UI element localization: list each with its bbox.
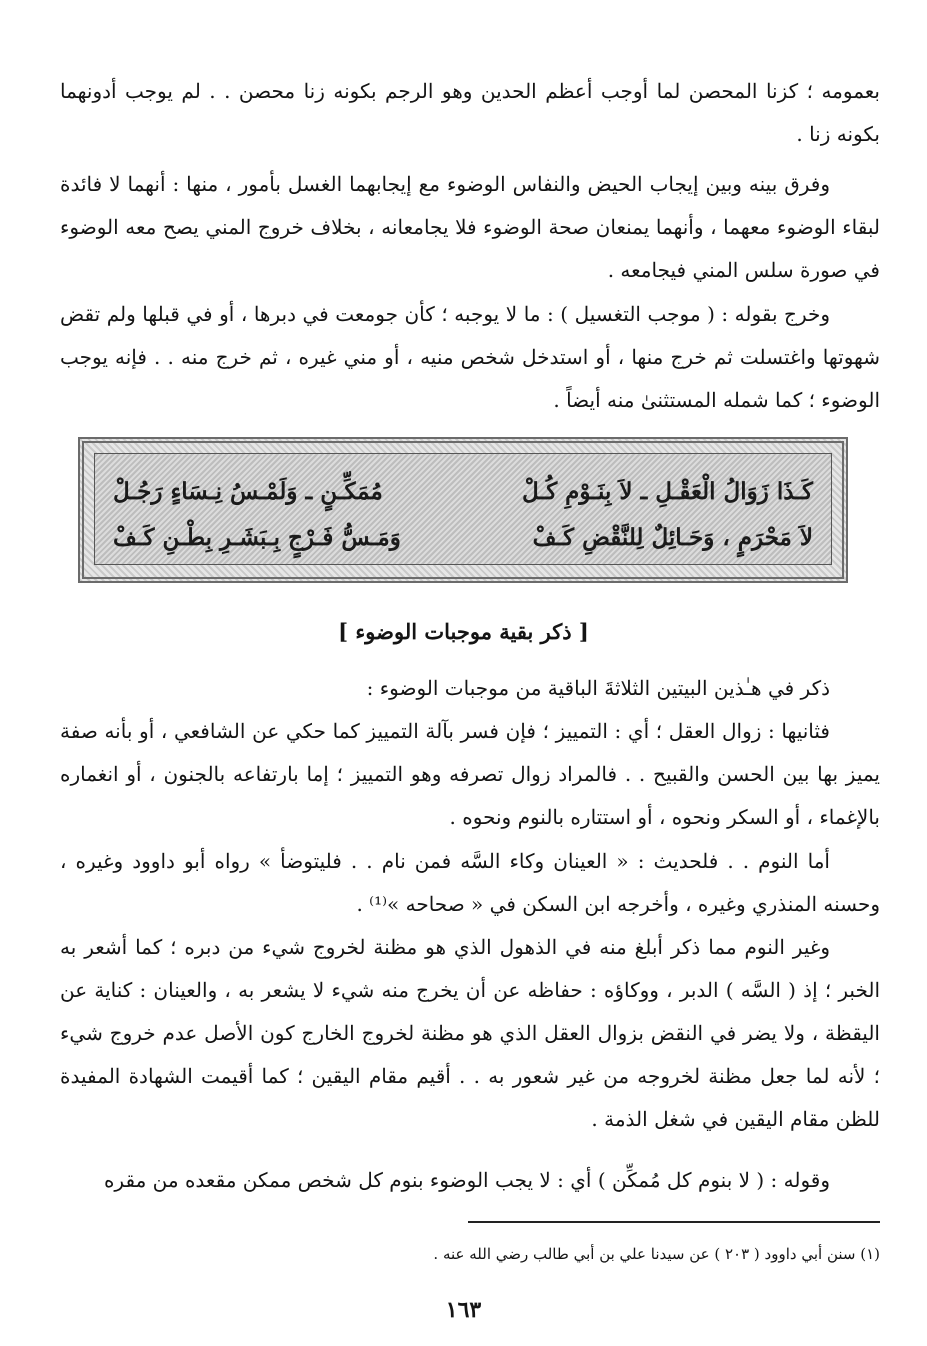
paragraph-3: وخرج بقوله : ( موجب التغسيل ) : ما لا يوجبه ؛ كأن جومعت في دبرها ، أو في قبلها ولم تقض شهوتها واغتسلت ثم خرج منها ، أو استدخل شخص منيه ، أو مني غيره ، ثم خرج منه . . فإنه يوجب الوضوء ؛ كما شمله المستثنىٰ منه أيضاً . <box>60 302 880 412</box>
paragraph-7: وغير النوم مما ذكر أبلغ منه في الذهول الذي هو مظنة لخروج شيء من دبره ؛ كما أشعر به الخبر ؛ إذ ( السَّه ) الدبر ، ووكاؤه : حفاظه عن أن يخرج منه شيء لا يشعر به ، والعينان : كناية عن اليقظة ، ولا يضر في النقض بزوال العقل الذي هو مظنة لخروج الخارج كون الأصل عدم خروج شيء ؛ لأنه لما جعل مظنة لخروجه من غير شعور به . . أقيم مقام اليقين ؛ كما أقيمت الشهادة المفيدة للظن مقام اليقين في شغل الذمة . <box>60 935 880 1131</box>
section-heading: [ ذكر بقية موجبات الوضوء ] <box>338 619 589 644</box>
poem-box <box>78 437 848 583</box>
paragraph-8: وقوله : ( لا بنوم كل مُمكِّن ) أي : لا يجب الوضوء بنوم كل شخص ممكن مقعده من مقره <box>103 1168 830 1192</box>
verse-2-second-hemistich: وَمَـسُّ فَـرْجٍ بِـبَشَـرِ بِطْـنِ كَـفْ <box>113 524 401 551</box>
verse-1-second-hemistich: مُمَكِّـنٍ ـ وَلَمْـسُ نِـسَاءٍ رَجُـلْ <box>113 478 383 505</box>
page-number: ١٦٣ <box>445 1297 482 1323</box>
paragraph-4: ذكر في هـٰذين البيتين الثلاثةَ الباقية من موجبات الوضوء : <box>366 676 830 700</box>
paragraph-6: أما النوم . . فلحديث : « العينان وكاء السَّه فمن نام . . فليتوضأ » رواه أبو داوود وغيره ، وحسنه المنذري وغيره ، وأخرجه ابن السكن في « صحاحه »⁽¹⁾ . <box>60 849 880 916</box>
paragraph-2: وفرق بينه وبين إيجاب الحيض والنفاس الوضوء مع إيجابهما الغسل بأمور ، منها : أنهما لا فائدة لبقاء الوضوء معهما ، وأنهما يمنعان صحة الوضوء فلا يجامعانه ، بخلاف خروج المني يصح معه الوضوء في صورة سلس المني فيجامعه . <box>60 172 880 282</box>
footnote-divider <box>468 1221 880 1223</box>
verse-1-first-hemistich: كَـذَا زَوَالُ الْعَقْـلِ ـ لاَ بِنَـوْمِ كُـلْ <box>522 478 813 505</box>
paragraph-5: فثانيها : زوال العقل ؛ أي : التمييز ؛ فإن فسر بآلة التمييز كما حكي عن الشافعي ، أو بأنه صفة يميز بها بين الحسن والقبيح . . فالمراد زوال تصرفه وهو التمييز ؛ إما بارتفاعه بالجنون ، أو انغماره بالإغماء ، أو السكر ونحوه ، أو استتاره بالنوم ونحوه . <box>60 719 881 829</box>
poem-inner-frame <box>94 453 832 565</box>
paragraph-1: بعمومه ؛ كزنا المحصن لما أوجب أعظم الحدين وهو الرجم بكونه زنا محصن . . لم يوجب أدونهما بكونه زنا . <box>60 79 880 146</box>
verse-2-first-hemistich: لاَ مَحْرَمٍ ، وَحَـائِلٌ لِلنَّقْضِ كَـفْ <box>532 524 813 551</box>
footnote: (١) سنن أبي داوود ( ٢٠٣ ) عن سيدنا علي بن أبي طالب رضي الله عنه . <box>433 1245 880 1263</box>
